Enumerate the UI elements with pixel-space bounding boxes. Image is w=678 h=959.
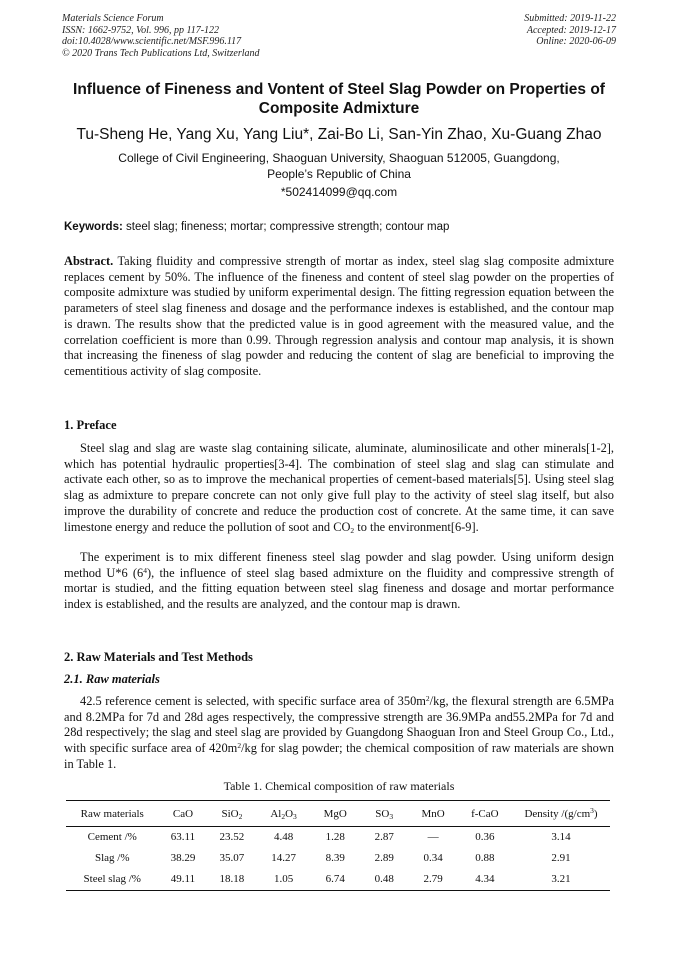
superscript: 2 <box>425 694 430 703</box>
raw-p-text: /kg for slag powder; the chemical composition of raw materials are shown in Table 1. <box>64 741 614 771</box>
table-cell: 2.91 <box>551 852 571 865</box>
superscript: 2 <box>237 741 242 751</box>
table-cell: 6.74 <box>311 869 360 890</box>
online-date: Online: 2020-06-09 <box>536 36 616 47</box>
accepted-date: Accepted: 2019-12-17 <box>526 24 616 36</box>
table-cell: 35.07 <box>219 852 245 865</box>
table-cell: 4.34 <box>458 869 512 890</box>
raw-p-text: /kg, the flexural strength are 6.5MPa and 8.2MPa for 7d and 28d ages respectively, the compressive strength are 36.9MPa and55.2MPa for 7d and 28d respectively; the slag and steel slag are provided by Guangdong Shaoguan Iron and Steel Group Co., Ltd., with specific surface area of 420m <box>64 694 614 756</box>
abstract <box>64 254 614 380</box>
table-cell: 63.11 <box>170 831 196 844</box>
table-cell: 8.39 <box>325 852 345 865</box>
preface-p1-text: Steel slag and slag are waste slag containing silicate, aluminate, aluminosilicate and other minerals[1-2], which has potential hydraulic properties[3-4]. The combination of steel slag and slag can stimulate and activate each other, so as to improve the mechanical properties of cement-based materials[5]. Using steel slag slag as admixture to prepare concrete can not only give full play to the activity of steel slag itself, but also improve the durability of concrete and reduce the production cost of concrete. At the same time, it can save limestone energy and reduce the pollution of soot and CO <box>64 441 614 534</box>
table-cell: 49.11 <box>158 869 207 890</box>
corresponding-email[interactable]: *502414099@qq.com <box>280 185 398 199</box>
preface-p1-tail: to the environment[6-9]. <box>354 519 479 534</box>
column-header: Density $/(g/cm^3)$ <box>512 801 610 827</box>
table-cell: 2.79 <box>409 869 458 890</box>
subscript: 2 <box>350 525 355 535</box>
table-cell: 1.28 <box>325 831 345 844</box>
dates-header <box>524 13 616 48</box>
journal-header <box>62 13 260 59</box>
table-caption: Table 1. Chemical composition of raw materials <box>223 779 455 793</box>
table-cell: 2.89 <box>374 852 394 865</box>
abstract-text: Taking fluidity and compressive strength of mortar as index, steel slag slag composite admixture replaces cement by 50%. The influence of the fineness and content of steel slag powder on the properties of composite admixture was studied by uniform experimental design. The fitting regression equation between the parameters of steel slag fineness and dosage and the performance indexes is established, and the contour map is drawn. The results show that the predicted value is in good agreement with the measured value, and the correlation coefficient is more than 0.99. Through regression analysis and contour map analysis, it is shown that increasing the fineness of slag powder and reducing the content of slag are beneficial to improving the cementitious activity of slag composite. <box>64 254 615 378</box>
affiliation-line: People’s Republic of China <box>267 167 411 181</box>
table-header-row <box>66 801 610 827</box>
submitted-date: Submitted: 2019-11-22 <box>524 13 616 24</box>
column-header: MgO <box>311 801 360 827</box>
table-cell: — <box>427 831 439 844</box>
column-header: Raw materials <box>66 801 158 827</box>
journal-name: Materials Science Forum <box>62 13 164 24</box>
table-cell: 0.36 <box>475 831 495 844</box>
subsection-heading-raw-materials: 2.1. Raw materials <box>64 672 160 686</box>
paper-title: Influence of Fineness and Vontent of Steel Slag Powder on Properties of Composite Admixture <box>73 81 605 117</box>
superscript: 4 <box>143 565 148 575</box>
doi-line[interactable]: doi:10.4028/www.scientific.net/MSF.996.117 <box>62 36 242 47</box>
column-header: MnO <box>409 801 458 827</box>
table-cell: 23.52 <box>219 831 245 844</box>
keywords-text: steel slag; fineness; mortar; compressive strength; contour map <box>126 221 450 233</box>
table-cell: 0.88 <box>475 852 495 865</box>
table-cell: 4.48 <box>273 831 294 844</box>
abstract-label: Abstract. <box>64 254 114 268</box>
table-cell: Cement /% <box>87 831 137 844</box>
section-heading-preface: 1. Preface <box>64 418 117 432</box>
table-row <box>66 827 610 848</box>
raw-materials-paragraph <box>64 694 614 773</box>
issn-line: ISSN: 1662-9752, Vol. 996, pp 117-122 <box>62 24 220 36</box>
preface-paragraph-2 <box>64 550 614 613</box>
table-cell: 1.05 <box>256 869 310 890</box>
keywords <box>64 221 614 233</box>
column-header: $Al_2O_3$ <box>256 801 310 827</box>
preface-paragraph-1 <box>64 441 614 535</box>
table-cell: Slag /% <box>94 852 130 865</box>
table-cell: 0.34 <box>423 852 443 865</box>
table-cell: 0.48 <box>360 869 409 890</box>
column-header: f-CaO <box>458 801 512 827</box>
chemical-composition-table <box>66 800 610 891</box>
table-row <box>66 848 610 869</box>
raw-p-text: 42.5 reference cement is selected, with specific surface area of 350m <box>80 694 426 708</box>
preface-p2-tail: ), the influence of steel slag based admixture on the fluidity and compressive strength of mortar is studied, and the fitting equation between steel slag fineness and dosage and mortar performance index is established, and the results are analyzed, and the contour map is drawn. <box>64 565 614 612</box>
column-header: $SO_3$ <box>360 801 409 827</box>
author-list: Tu-Sheng He, Yang Xu, Yang Liu*, Zai-Bo Li, San-Yin Zhao, Xu-Guang Zhao <box>76 126 602 143</box>
table-cell: 3.21 <box>512 869 610 890</box>
table-cell: 3.14 <box>551 831 571 844</box>
keywords-label: Keywords: <box>64 221 123 233</box>
table-row <box>66 869 610 890</box>
copyright-line: © 2020 Trans Tech Publications Ltd, Switzerland <box>62 47 260 59</box>
table-cell: 2.87 <box>374 831 394 844</box>
table-cell: 18.18 <box>207 869 256 890</box>
column-header: SiO$_2$ <box>207 801 256 827</box>
affiliation-line: College of Civil Engineering, Shaoguan University, Shaoguan 512005, Guangdong, <box>118 151 560 165</box>
table-cell: 14.27 <box>271 852 296 865</box>
table-cell: 38.29 <box>170 852 196 865</box>
section-heading-raw-materials: 2. Raw Materials and Test Methods <box>64 650 253 664</box>
affiliation <box>60 150 618 182</box>
table-cell: Steel slag /% <box>66 869 158 890</box>
column-header: CaO <box>158 801 207 827</box>
preface-p2-text: The experiment is to mix different fineness steel slag powder and slag powder. Using uniform design method U*6 (6 <box>64 550 614 580</box>
